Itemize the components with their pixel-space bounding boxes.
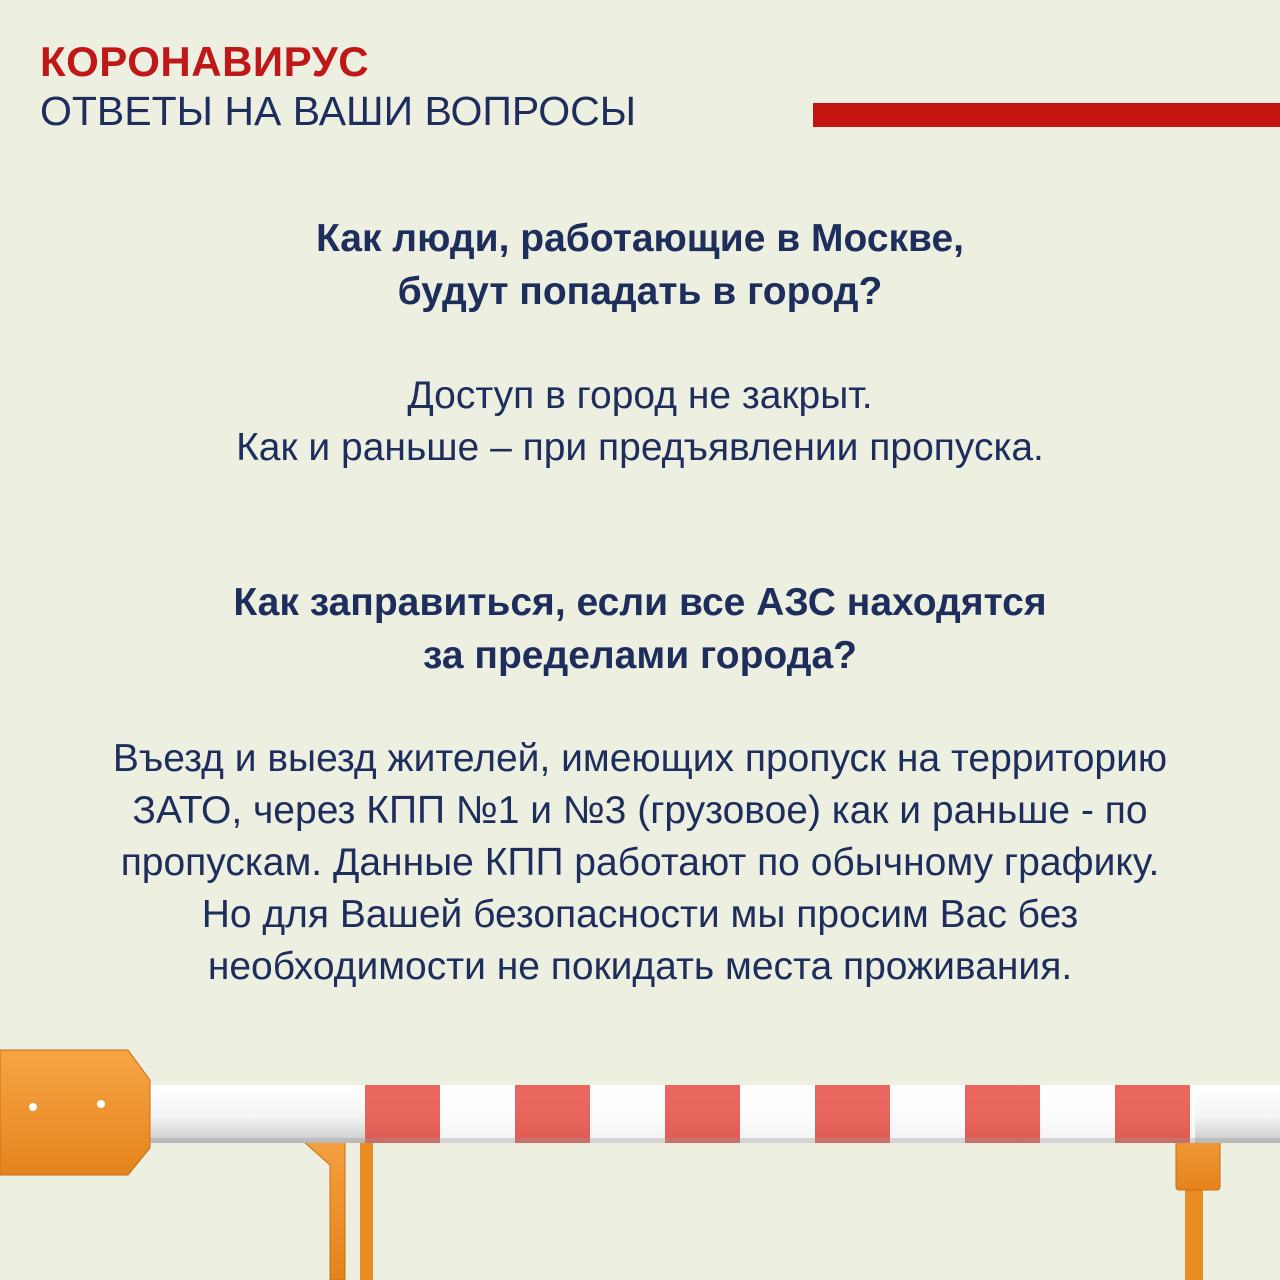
answer-2-line: пропускам. Данные КПП работают по обычному графику. (120, 841, 1160, 884)
answer-1 (0, 370, 1280, 474)
answer-2-line: Но для Вашей безопасности мы просим Вас без (201, 893, 1079, 936)
header-accent-bar (813, 103, 1280, 127)
question-1-line: будут попадать в город? (397, 270, 883, 313)
answer-2-line: ЗАТО, через КПП №1 и №3 (грузовое) как и раньше - по (132, 789, 1148, 832)
question-2 (0, 576, 1280, 682)
barrier-pole (140, 1085, 1280, 1143)
barrier-gate-icon (0, 1040, 1280, 1280)
header-subtitle: ОТВЕТЫ НА ВАШИ ВОПРОСЫ (40, 88, 637, 134)
question-1 (0, 212, 1280, 318)
question-1-line: Как люди, работающие в Москве, (315, 217, 965, 260)
answer-1-line: Как и раньше – при предъявлении пропуска. (236, 426, 1044, 469)
answer-2-line: необходимости не покидать места проживания. (207, 945, 1073, 988)
answer-2-line: Въезд и выезд жителей, имеющих пропуск на территорию (112, 737, 1168, 780)
barrier-housing (0, 1050, 150, 1175)
answer-2 (0, 733, 1280, 993)
question-2-line: Как заправиться, если все АЗС находятся (233, 581, 1047, 624)
header-brand: КОРОНАВИРУС (40, 38, 370, 85)
answer-1-line: Доступ в город не закрыт. (407, 374, 873, 417)
question-2-line: за пределами города? (423, 634, 857, 677)
